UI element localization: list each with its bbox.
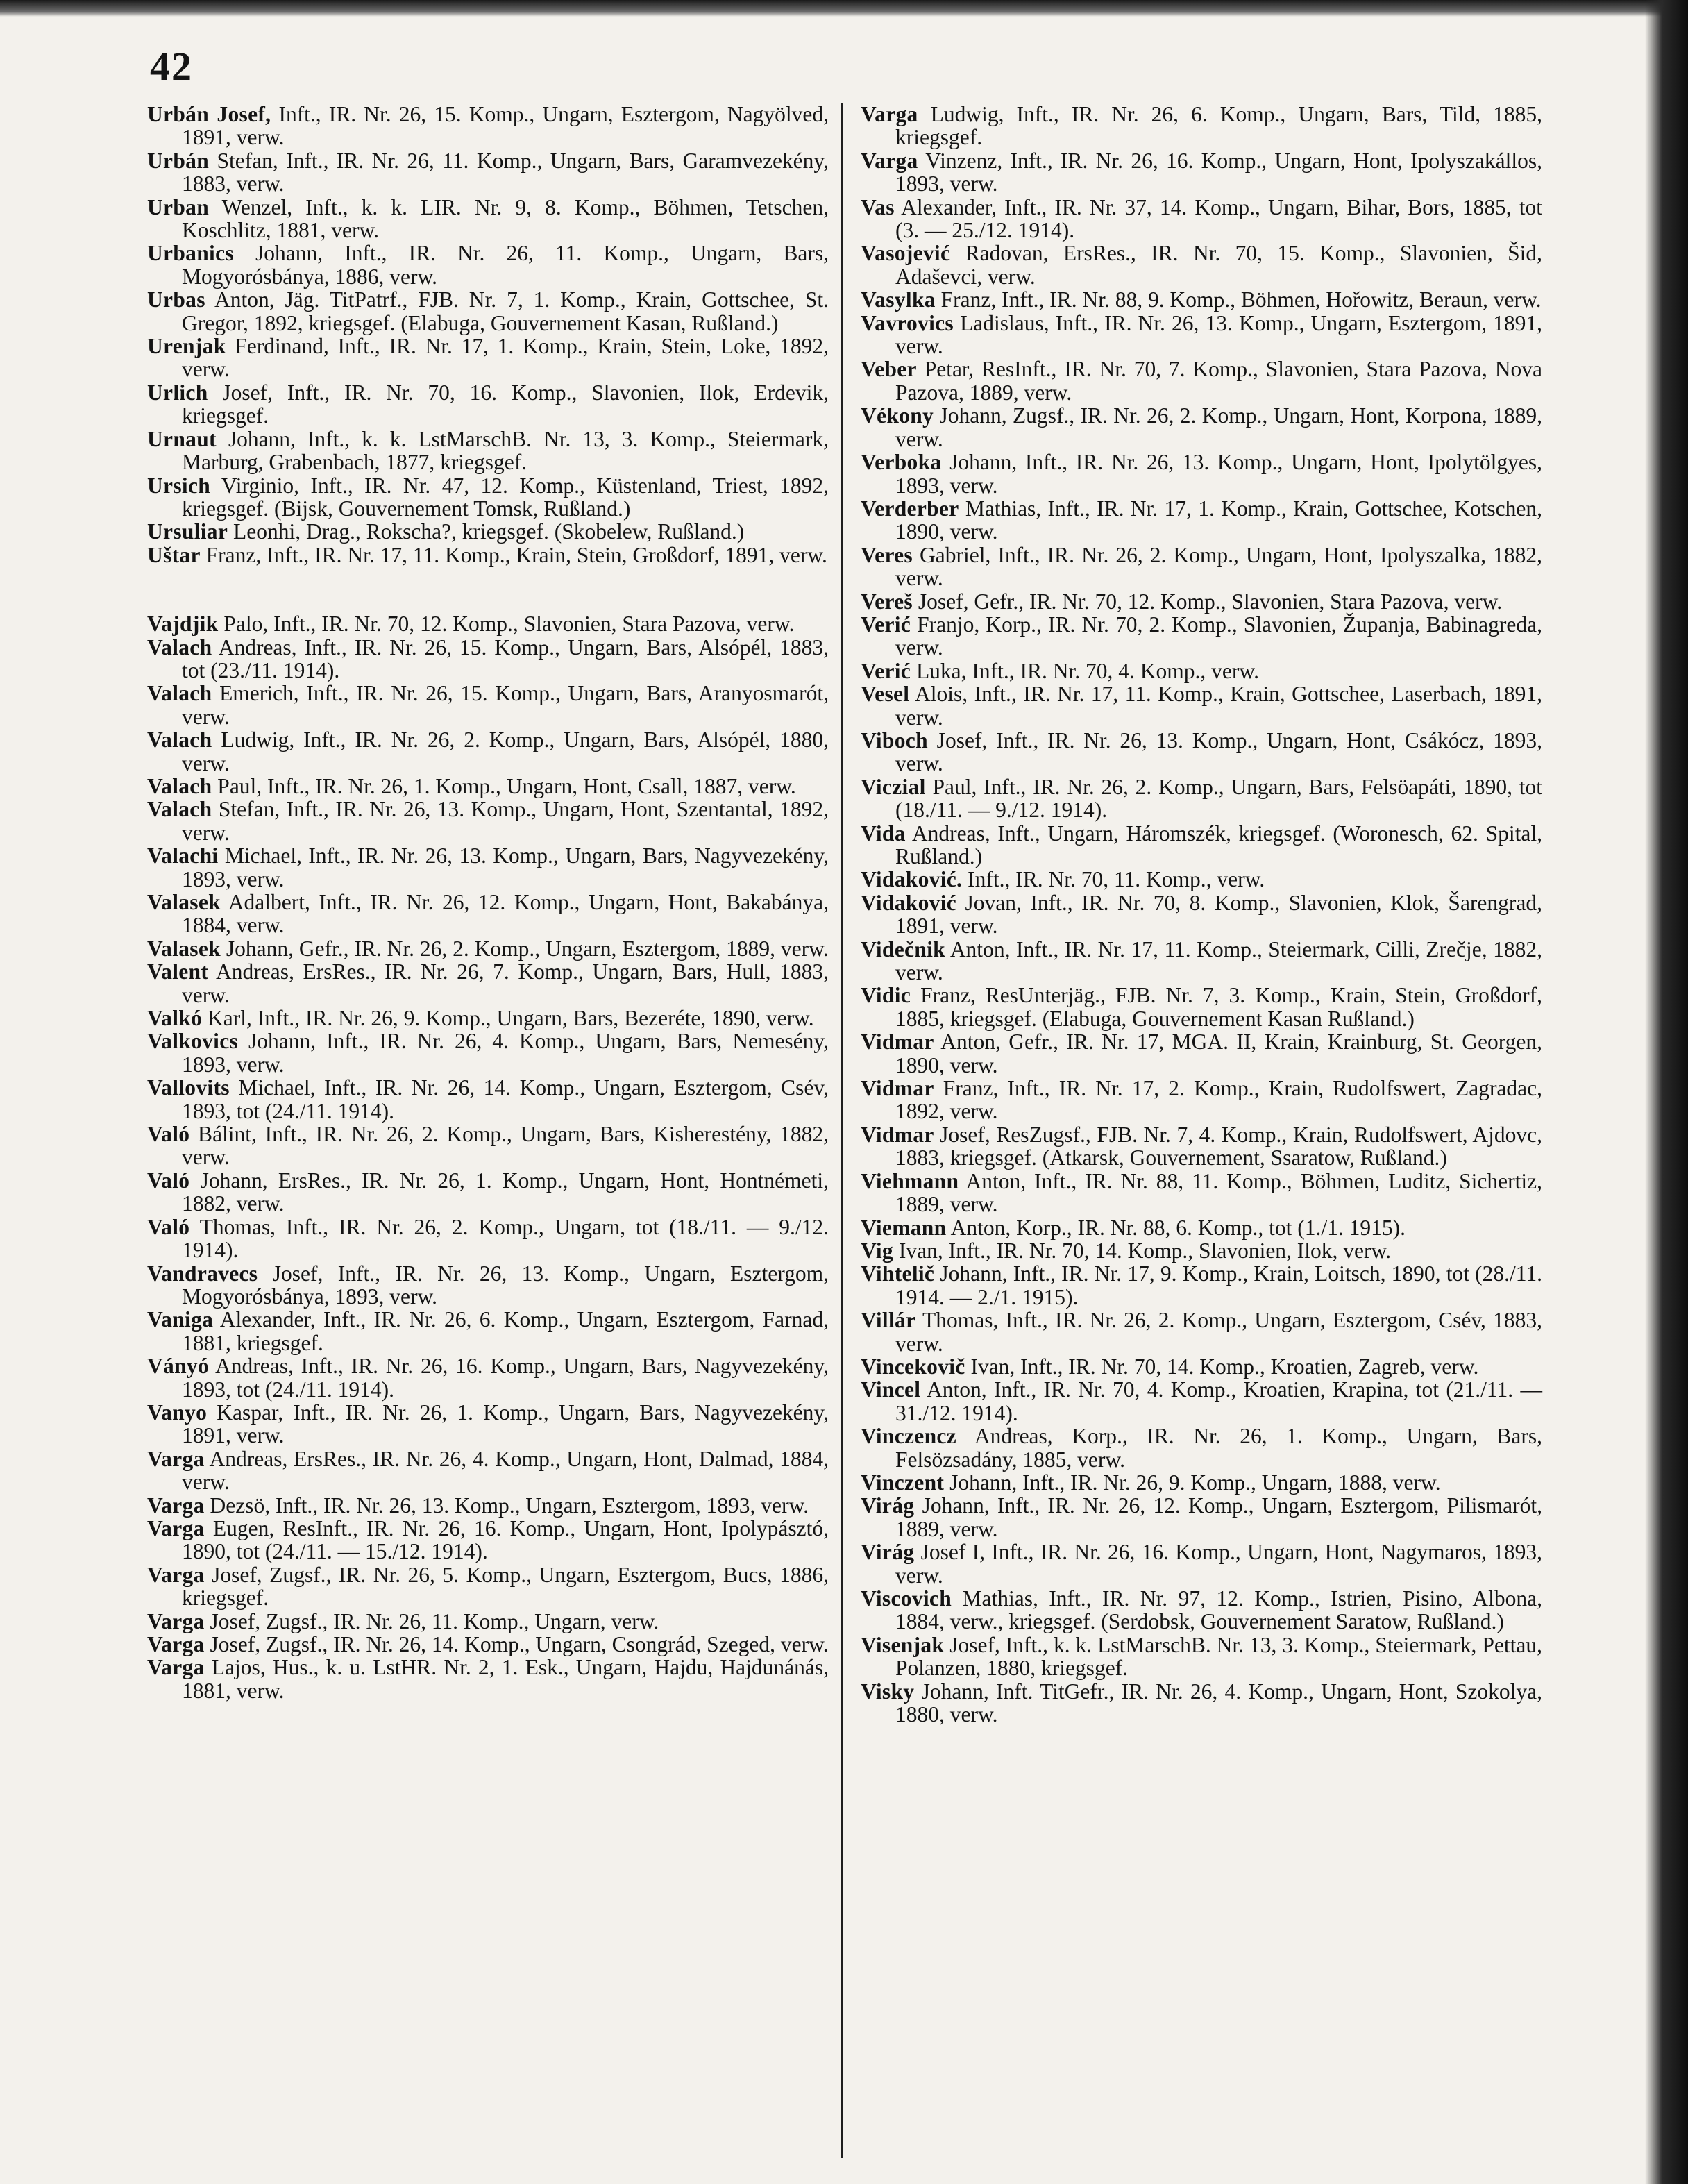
roll-entry (147, 891, 829, 937)
roll-entry (861, 404, 1542, 451)
entry-details: Josef I, Inft., IR. Nr. 26, 16. Komp., Ungarn, Hont, Nagymaros, 1893, verw. (895, 1540, 1542, 1588)
entry-details: Andreas, Inft., Ungarn, Háromszék, kriegsgef. (Woronesch, 62. Spital, Rußland.) (895, 821, 1542, 868)
entry-details: Ludwig, Inft., IR. Nr. 26, 6. Komp., Ungarn, Bars, Tild, 1885, kriegsgef. (895, 102, 1542, 150)
roll-entry (861, 1471, 1542, 1494)
entry-details: Mathias, Inft., IR. Nr. 97, 12. Komp., Istrien, Pisino, Albona, 1884, verw., kriegsgef. (Serdobsk, Gouvernement Saratow, Rußland.) (895, 1586, 1542, 1634)
roll-entry (861, 1680, 1542, 1727)
entry-surname: Varga (861, 102, 918, 126)
entry-details: Eugen, ResInft., IR. Nr. 26, 16. Komp., Ungarn, Hont, Ipolypásztó, 1890, tot (24./11. — 15./12. 1914). (182, 1515, 829, 1564)
roll-entry (861, 1309, 1542, 1355)
entry-surname: Verić (861, 612, 911, 637)
entry-surname: Urnaut (147, 426, 217, 451)
entry-details: Josef, Inft., IR. Nr. 70, 16. Komp., Slavonien, Ilok, Erdevik, kriegsgef. (182, 380, 829, 428)
roll-entry (147, 636, 829, 682)
roll-entry (861, 868, 1542, 891)
entry-surname: Vanyo (147, 1400, 208, 1425)
roll-entry (147, 728, 829, 775)
entry-details: Adalbert, Inft., IR. Nr. 26, 12. Komp., Ungarn, Hont, Bakabánya, 1884, verw. (182, 890, 829, 938)
entry-surname: Vincel (861, 1377, 921, 1402)
entry-surname: Virág (861, 1493, 915, 1518)
entry-details: Johann, ErsRes., IR. Nr. 26, 1. Komp., Ungarn, Hont, Hontnémeti, 1882, verw. (182, 1168, 829, 1216)
entry-surname: Valach (147, 728, 212, 753)
entry-details: Alexander, Inft., IR. Nr. 37, 14. Komp., Ungarn, Bihar, Bors, 1885, tot (3. — 25./12. 1914). (894, 194, 1542, 243)
entry-surname: Vidic (861, 983, 911, 1008)
entry-surname: Viehmann (861, 1168, 959, 1193)
roll-entry (861, 682, 1542, 729)
scan-right-edge (1645, 0, 1688, 2184)
entry-surname: Varga (147, 1515, 205, 1540)
entry-details: Josef, Inft., IR. Nr. 26, 13. Komp., Ungarn, Esztergom, Mogyorósbánya, 1893, verw. (182, 1261, 829, 1309)
entry-details: Jovan, Inft., IR. Nr. 70, 8. Komp., Slavonien, Klok, Šarengrad, 1891, verw. (895, 890, 1542, 939)
roll-entry (861, 1216, 1542, 1239)
roll-entry (861, 775, 1542, 822)
entry-details: Josef, Inft., k. k. LstMarschB. Nr. 13, 3. Komp., Steiermark, Pettau, Polanzen, 1880, kriegsgef. (895, 1632, 1542, 1681)
entry-details: Palo, Inft., IR. Nr. 70, 12. Komp., Slavonien, Stara Pazova, verw. (218, 612, 795, 637)
entry-surname: Vas (861, 194, 895, 219)
entry-details: Mathias, Inft., IR. Nr. 17, 1. Komp., Krain, Gottschee, Kotschen, 1890, verw. (895, 496, 1542, 544)
entry-surname: Varga (147, 1493, 205, 1518)
entry-details: Franz, Inft., IR. Nr. 17, 11. Komp., Krain, Stein, Großdorf, 1891, verw. (200, 542, 827, 567)
roll-entry (147, 1262, 829, 1309)
entry-surname: Valent (147, 959, 209, 984)
entry-surname: Ursuliar (147, 519, 228, 544)
roll-entry (861, 497, 1542, 544)
roll-entry (861, 288, 1542, 311)
roll-entry (147, 1030, 829, 1076)
entry-details: Alexander, Inft., IR. Nr. 26, 6. Komp., Ungarn, Esztergom, Farnad, 1881, kriegsgef. (182, 1307, 829, 1355)
roll-entry (147, 381, 829, 428)
entry-details: Wenzel, Inft., k. k. LIR. Nr. 9, 8. Komp., Böhmen, Tetschen, Koschlitz, 1881, verw. (182, 194, 829, 243)
entry-surname: Valachi (147, 843, 219, 868)
entry-surname: Urbán (147, 148, 210, 173)
entry-details: Petar, ResInft., IR. Nr. 70, 7. Komp., Slavonien, Stara Pazova, Nova Pazova, 1889, verw. (895, 357, 1542, 405)
entry-surname: Uštar (147, 542, 201, 567)
entry-surname: Valach (147, 635, 212, 660)
roll-entry (861, 1355, 1542, 1378)
entry-details: Bálint, Inft., IR. Nr. 26, 2. Komp., Ungarn, Bars, Kisherestény, 1882, verw. (182, 1122, 829, 1170)
entry-surname: Valkó (147, 1006, 203, 1031)
entry-details: Radovan, ErsRes., IR. Nr. 70, 15. Komp., Slavonien, Šid, Adaševci, verw. (895, 241, 1542, 289)
entry-details: Johann, Inft., IR. Nr. 17, 9. Komp., Krain, Loitsch, 1890, tot (28./11. 1914. — 2./1. 1915). (895, 1261, 1542, 1309)
roll-entry (861, 1239, 1542, 1262)
entry-details: Leonhi, Drag., Rokscha?, kriegsgef. (Skobelew, Rußland.) (228, 519, 745, 544)
roll-entry (147, 775, 829, 798)
entry-surname: Ványó (147, 1354, 210, 1379)
right-entries (861, 103, 1542, 1726)
roll-entry (861, 312, 1542, 358)
roll-entry (861, 1030, 1542, 1077)
roll-entry (861, 1123, 1542, 1170)
entry-surname: Vasojević (861, 241, 951, 266)
roll-entry (147, 1169, 829, 1216)
entry-surname: Vidaković (861, 890, 957, 915)
roll-entry (147, 1610, 829, 1633)
entry-details: Ivan, Inft., IR. Nr. 70, 14. Komp., Kroatien, Zagreb, verw. (965, 1354, 1479, 1379)
roll-entry (861, 1170, 1542, 1216)
entry-details: Paul, Inft., IR. Nr. 26, 1. Komp., Ungarn, Hont, Csall, 1887, verw. (212, 773, 796, 798)
entry-details: Gabriel, Inft., IR. Nr. 26, 2. Komp., Ungarn, Hont, Ipolyszalka, 1882, verw. (895, 542, 1542, 591)
roll-entry (147, 520, 829, 543)
entry-details: Josef, Gefr., IR. Nr. 70, 12. Komp., Slavonien, Stara Pazova, verw. (913, 589, 1503, 614)
roll-entry (147, 1354, 829, 1401)
entry-details: Andreas, Korp., IR. Nr. 26, 1. Komp., Ungarn, Bars, Felsözsadány, 1885, verw. (895, 1424, 1542, 1472)
roll-entry (861, 1633, 1542, 1680)
entry-surname: Veber (861, 357, 917, 382)
entry-details: Franjo, Korp., IR. Nr. 70, 2. Komp., Slavonien, Županja, Babinagreda, verw. (895, 612, 1542, 660)
roll-entry (861, 590, 1542, 613)
roll-entry (861, 729, 1542, 775)
entry-surname: Urbas (147, 287, 205, 312)
roll-entry (147, 288, 829, 335)
entry-details: Ivan, Inft., IR. Nr. 70, 14. Komp., Slavonien, Ilok, verw. (893, 1238, 1392, 1263)
entry-details: Josef, Zugsf., IR. Nr. 26, 11. Komp., Ungarn, verw. (204, 1608, 659, 1633)
roll-entry (861, 891, 1542, 938)
roll-entry (147, 1447, 829, 1494)
entry-details: Anton, Inft., IR. Nr. 88, 11. Komp., Böhmen, Luditz, Sichertiz, 1889, verw. (895, 1168, 1542, 1217)
entry-surname: Verboka (861, 450, 942, 475)
entry-surname: Villár (861, 1308, 916, 1333)
roll-entry (147, 844, 829, 891)
roll-entry (861, 358, 1542, 404)
entry-details: Inft., IR. Nr. 70, 11. Komp., verw. (962, 867, 1265, 892)
entry-surname: Vinczent (861, 1470, 945, 1495)
entry-surname: Viboch (861, 728, 928, 753)
entry-details: Andreas, ErsRes., IR. Nr. 26, 7. Komp., Ungarn, Bars, Hull, 1883, verw. (182, 959, 829, 1007)
entry-surname: Visenjak (861, 1632, 945, 1657)
roll-entry (147, 682, 829, 728)
entry-details: Vinzenz, Inft., IR. Nr. 26, 16. Komp., Ungarn, Hont, Ipolyszakállos, 1893, verw. (895, 148, 1542, 196)
roll-entry (147, 1517, 829, 1563)
entry-surname: Videčnik (861, 936, 946, 961)
entry-surname: Valkovics (147, 1029, 239, 1054)
entry-details: Johann, Inft., IR. Nr. 26, 13. Komp., Ungarn, Hont, Ipolytölgyes, 1893, verw. (895, 450, 1542, 498)
entry-details: Stefan, Inft., IR. Nr. 26, 11. Komp., Ungarn, Bars, Garamvezekény, 1883, verw. (182, 148, 829, 196)
entry-surname: Vihtelič (861, 1261, 935, 1286)
entry-details: Johann, Inft., IR. Nr. 26, 9. Komp., Ungarn, 1888, verw. (944, 1470, 1441, 1495)
roll-entry (861, 103, 1542, 149)
roll-entry (147, 960, 829, 1007)
entry-details: Inft., IR. Nr. 26, 15. Komp., Ungarn, Esztergom, Nagyölved, 1891, verw. (182, 102, 829, 150)
entry-details: Ladislaus, Inft., IR. Nr. 26, 13. Komp., Ungarn, Esztergom, 1891, verw. (895, 310, 1542, 359)
entry-details: Johann, Zugsf., IR. Nr. 26, 2. Komp., Ungarn, Hont, Korpona, 1889, verw. (895, 403, 1542, 451)
roll-entry (861, 660, 1542, 682)
entry-details: Josef, Inft., IR. Nr. 26, 13. Komp., Ungarn, Hont, Csákócz, 1893, verw. (895, 728, 1542, 776)
entry-surname: Ursich (147, 473, 211, 498)
roll-entry (147, 1401, 829, 1447)
entry-surname: Verić (861, 658, 911, 683)
roll-entry (147, 335, 829, 381)
entry-surname: Verderber (861, 496, 959, 521)
entry-surname: Vida (861, 821, 906, 846)
roll-entry (147, 544, 829, 566)
entry-surname: Visky (861, 1679, 915, 1704)
roll-entry (861, 451, 1542, 497)
entry-surname: Urenjak (147, 334, 226, 359)
entry-details: Johann, Inft., IR. Nr. 26, 4. Komp., Ungarn, Bars, Nemesény, 1893, verw. (182, 1029, 829, 1077)
entry-surname: Vidmar (861, 1030, 934, 1055)
entry-surname: Viemann (861, 1215, 947, 1240)
roll-entry (861, 1540, 1542, 1587)
entry-surname: Vandravecs (147, 1261, 258, 1286)
entry-surname: Veres (861, 542, 913, 567)
roll-entry (147, 196, 829, 242)
entry-details: Andreas, ErsRes., IR. Nr. 26, 4. Komp., Ungarn, Hont, Dalmad, 1884, verw. (182, 1446, 829, 1495)
entry-surname: Vavrovics (861, 310, 954, 335)
roll-entry (861, 613, 1542, 660)
entry-surname: Varga (147, 1562, 205, 1587)
roll-entry (861, 196, 1542, 242)
entry-surname: Vidaković. (861, 867, 963, 892)
entry-surname: Vidmar (861, 1076, 934, 1101)
roll-entry (147, 242, 829, 288)
entry-surname: Vinczencz (861, 1424, 956, 1449)
roll-entry (147, 1494, 829, 1517)
entry-details: Paul, Inft., IR. Nr. 26, 2. Komp., Ungarn, Bars, Felsöapáti, 1890, tot (18./11. — 9./12. 1914). (895, 774, 1542, 823)
entry-details: Franz, ResUnterjäg., FJB. Nr. 7, 3. Komp., Krain, Stein, Großdorf, 1885, kriegsgef. (Elabuga, Gouvernement Kasan Rußland.) (895, 983, 1542, 1031)
entry-surname: Vaniga (147, 1307, 214, 1332)
entry-surname: Való (147, 1214, 190, 1239)
roll-entry (147, 1007, 829, 1030)
entry-surname: Vajdjik (147, 612, 219, 637)
entry-surname: Urban (147, 194, 210, 219)
entry-details: Josef, Zugsf., IR. Nr. 26, 5. Komp., Ungarn, Esztergom, Bucs, 1886, kriegsgef. (182, 1562, 829, 1611)
entry-details: Emerich, Inft., IR. Nr. 26, 15. Komp., Ungarn, Bars, Aranyosmarót, verw. (182, 681, 829, 729)
roll-entry (147, 1563, 829, 1610)
entry-details: Kaspar, Inft., IR. Nr. 26, 1. Komp., Ungarn, Bars, Nagyvezekény, 1891, verw. (182, 1400, 829, 1448)
entry-details: Josef, ResZugsf., FJB. Nr. 7, 4. Komp., Krain, Rudolfswert, Ajdovc, 1883, kriegsgef. (Atkarsk, Gouvernement, Ssaratow, Rußland.) (895, 1122, 1542, 1170)
roll-entry (147, 1633, 829, 1656)
entry-surname: Valasek (147, 936, 221, 961)
entry-surname: Varga (147, 1632, 205, 1656)
entry-surname: Vig (861, 1238, 893, 1263)
entry-details: Michael, Inft., IR. Nr. 26, 14. Komp., Ungarn, Esztergom, Csév, 1893, tot (24./11. 1914). (182, 1075, 829, 1123)
entry-surname: Vincekovič (861, 1354, 965, 1379)
entry-details: Franz, Inft., IR. Nr. 17, 2. Komp., Krain, Rudolfswert, Zagradac, 1892, verw. (895, 1076, 1542, 1124)
entry-details: Johann, Inft. TitGefr., IR. Nr. 26, 4. Komp., Ungarn, Hont, Szokolya, 1880, verw. (895, 1679, 1542, 1727)
entry-surname: Varga (147, 1655, 205, 1680)
left-column (147, 103, 829, 1702)
entry-details: Johann, Gefr., IR. Nr. 26, 2. Komp., Ungarn, Esztergom, 1889, verw. (220, 936, 829, 961)
entry-details: Johann, Inft., IR. Nr. 26, 11. Komp., Ungarn, Bars, Mogyorósbánya, 1886, verw. (182, 241, 829, 289)
entry-surname: Valach (147, 681, 212, 706)
entry-details: Virginio, Inft., IR. Nr. 47, 12. Komp., Küstenland, Triest, 1892, kriegsgef. (Bijsk, Gouvernement Tomsk, Rußland.) (182, 473, 829, 521)
page-number: 42 (150, 44, 193, 89)
roll-entry (861, 938, 1542, 984)
entry-surname: Vereš (861, 589, 913, 614)
roll-entry (147, 474, 829, 521)
entry-surname: Varga (861, 148, 918, 173)
scan-top-edge (0, 0, 1688, 17)
section-gap (147, 566, 829, 612)
entry-surname: Urlich (147, 380, 208, 405)
entry-surname: Urbanics (147, 241, 234, 266)
roll-entry (861, 822, 1542, 868)
entry-details: Johann, Inft., k. k. LstMarschB. Nr. 13, 3. Komp., Steiermark, Marburg, Grabenbach, 1877, kriegsgef. (182, 426, 829, 475)
entry-details: Ferdinand, Inft., IR. Nr. 17, 1. Komp., Krain, Stein, Loke, 1892, verw. (182, 334, 829, 382)
roll-entry (861, 1378, 1542, 1425)
entry-surname: Varga (147, 1608, 205, 1633)
roll-entry (147, 428, 829, 474)
roll-entry (861, 544, 1542, 590)
roll-entry (861, 1587, 1542, 1633)
entry-details: Anton, Korp., IR. Nr. 88, 6. Komp., tot (1./1. 1915). (946, 1215, 1406, 1240)
entry-details: Anton, Inft., IR. Nr. 17, 11. Komp., Steiermark, Cilli, Zrečje, 1882, verw. (895, 936, 1542, 985)
entry-surname: Vasylka (861, 287, 936, 312)
entry-details: Andreas, Inft., IR. Nr. 26, 16. Komp., Ungarn, Bars, Nagyvezekény, 1893, tot (24./11. 1914). (182, 1354, 829, 1402)
entry-details: Alois, Inft., IR. Nr. 17, 11. Komp., Krain, Gottschee, Laserbach, 1891, verw. (895, 682, 1542, 730)
entry-surname: Vallovits (147, 1075, 230, 1100)
roll-entry (147, 1656, 829, 1702)
entry-surname: Viczial (861, 774, 926, 799)
entry-surname: Viscovich (861, 1586, 952, 1611)
roll-entry (147, 103, 829, 149)
entry-details: Anton, Gefr., IR. Nr. 17, MGA. II, Krain, Krainburg, St. Georgen, 1890, verw. (895, 1030, 1542, 1077)
roll-entry (147, 149, 829, 196)
entry-details: Anton, Inft., IR. Nr. 70, 4. Komp., Kroatien, Krapina, tot (21./11. — 31./12. 1914). (895, 1377, 1542, 1425)
entry-details: Stefan, Inft., IR. Nr. 26, 13. Komp., Ungarn, Hont, Szentantal, 1892, verw. (182, 797, 829, 845)
entry-details: Thomas, Inft., IR. Nr. 26, 2. Komp., Ungarn, Esztergom, Csév, 1883, verw. (895, 1308, 1542, 1356)
roll-entry (861, 1077, 1542, 1123)
entry-surname: Való (147, 1122, 190, 1147)
entry-details: Andreas, Inft., IR. Nr. 26, 15. Komp., Ungarn, Bars, Alsópél, 1883, tot (23./11. 1914). (182, 635, 829, 682)
entry-details: Franz, Inft., IR. Nr. 88, 9. Komp., Böhmen, Hořowitz, Beraun, verw. (935, 287, 1542, 312)
roll-entry (861, 1494, 1542, 1540)
roll-entry (861, 1425, 1542, 1471)
entry-details: Michael, Inft., IR. Nr. 26, 13. Komp., Ungarn, Bars, Nagyvezekény, 1893, verw. (182, 843, 829, 891)
left-entries-v (147, 612, 829, 1702)
entry-surname: Virág (861, 1540, 915, 1565)
roll-entry (861, 1262, 1542, 1309)
roll-entry (147, 1216, 829, 1262)
roll-entry (147, 937, 829, 960)
roll-entry (147, 1076, 829, 1123)
entry-surname: Vidmar (861, 1122, 934, 1147)
roll-entry (861, 149, 1542, 196)
roll-entry (147, 798, 829, 844)
entry-details: Lajos, Hus., k. u. LstHR. Nr. 2, 1. Esk., Ungarn, Hajdu, Hajdunánás, 1881, verw. (182, 1655, 829, 1703)
roll-entry (147, 1308, 829, 1354)
entry-surname: Valach (147, 773, 212, 798)
entry-details: Ludwig, Inft., IR. Nr. 26, 2. Komp., Ungarn, Bars, Alsópél, 1880, verw. (182, 728, 829, 775)
left-entries-u (147, 103, 829, 566)
roll-entry (861, 984, 1542, 1030)
roll-entry (147, 1123, 829, 1169)
entry-details: Thomas, Inft., IR. Nr. 26, 2. Komp., Ungarn, tot (18./11. — 9./12. 1914). (182, 1214, 829, 1263)
entry-details: Johann, Inft., IR. Nr. 26, 12. Komp., Ungarn, Esztergom, Pilismarót, 1889, verw. (895, 1493, 1542, 1541)
entry-surname: Valach (147, 797, 212, 822)
entry-surname: Való (147, 1168, 190, 1193)
column-divider (841, 103, 843, 2158)
entry-details: Dezsö, Inft., IR. Nr. 26, 13. Komp., Ungarn, Esztergom, 1893, verw. (204, 1493, 809, 1518)
roll-entry (147, 612, 829, 635)
roll-entry (861, 242, 1542, 288)
entry-surname: Valasek (147, 890, 221, 914)
entry-surname: Vesel (861, 682, 910, 707)
entry-surname: Varga (147, 1446, 205, 1471)
entry-surname: Vékony (861, 403, 934, 428)
entry-surname: Urbán Josef, (147, 102, 271, 126)
entry-details: Karl, Inft., IR. Nr. 26, 9. Komp., Ungarn, Bars, Bezeréte, 1890, verw. (202, 1006, 814, 1031)
entry-details: Anton, Jäg. TitPatrf., FJB. Nr. 7, 1. Komp., Krain, Gottschee, St. Gregor, 1892, kriegsgef. (Elabuga, Gouvernement Kasan, Rußland.) (182, 287, 829, 335)
right-column (861, 103, 1542, 1726)
entry-details: Luka, Inft., IR. Nr. 70, 4. Komp., verw. (911, 658, 1259, 683)
entry-details: Josef, Zugsf., IR. Nr. 26, 14. Komp., Ungarn, Csongrád, Szeged, verw. (204, 1632, 829, 1656)
